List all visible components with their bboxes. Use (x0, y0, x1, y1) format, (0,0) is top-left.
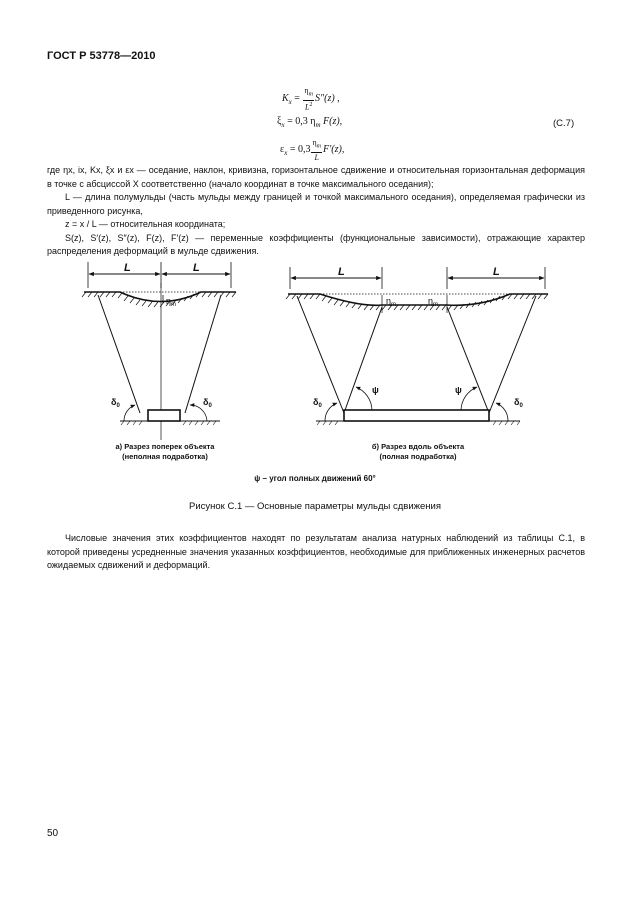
left-delta2-label: $\delta_0$ (203, 397, 212, 409)
body-text: Числовые значения этих коэффициентов находят по результатам анализа натурных наблюдений из таблицы С.1, в которой приведены усредненные значения указанных коэффициентов, необходимые для приближенных инженерных расчетов ожидаемых сдвижений и деформаций. (47, 533, 585, 570)
right-L1-label: L (338, 266, 345, 278)
left-delta1-label: $\delta_0$ (111, 397, 120, 409)
left-L1-label: L (124, 262, 131, 274)
definition-z: z = x / L — относительная координата; (65, 219, 226, 229)
diagram-right (286, 267, 548, 425)
equation-number: (С.7) (553, 118, 575, 129)
document-header: ГОСТ Р 53778—2010 (47, 50, 156, 62)
definition-eta: где ηx, ix, Kx, ξx и εx — оседание, наклон, кривизна, горизонтальное сдвижение и относительная горизонтальная деформация в точке с абсциссой X соответственно (начало координат в точке максимального оседания); (47, 165, 585, 189)
right-psi1-label: ψ (372, 385, 379, 395)
right-L2-label: L (493, 266, 500, 278)
right-caption-1: б) Разрез вдоль объекта (371, 442, 465, 451)
definition-L: L — длина полумульды (часть мульды между границей и точкой максимального оседания), определяемая графически из приведенного рисунка, (47, 192, 585, 216)
figure-subsidence-trough (0, 255, 630, 490)
left-eta-label: $\eta_m$ (166, 296, 177, 308)
figure-legend: ψ – угол полных движений 60° (254, 474, 376, 483)
formula-epsilon: $\varepsilon_x = 0,3$ $\frac{\eta_m}{L}$ F′(z), (280, 138, 345, 162)
right-eta1-label: $\eta_m$ (386, 296, 397, 308)
right-delta1-label: $\delta_0$ (313, 397, 322, 409)
left-caption-2: (неполная подработка) (122, 452, 208, 461)
left-L2-label: L (193, 262, 200, 274)
definition-functions: S(z), S′(z), S″(z), F(z), F′(z) — переменные коэффициенты (функциональные зависимости), отражающие характер распределения деформаций в мульде сдвижения. (47, 232, 585, 256)
left-caption-1: а) Разрез поперек объекта (115, 442, 215, 451)
page-number: 50 (47, 828, 59, 839)
body-paragraph (47, 532, 585, 573)
right-delta2-label: $\delta_0$ (514, 397, 523, 409)
right-psi2-label: ψ (455, 385, 462, 395)
figure-caption: Рисунок С.1 — Основные параметры мульды сдвижения (188, 501, 441, 512)
formula-xi: $\xi_x = 0,3$ $\eta_m$ F(z), (277, 116, 343, 129)
right-eta2-label: $\eta_m$ (428, 296, 439, 308)
definitions-block (47, 164, 585, 259)
diagram-left (82, 262, 236, 440)
right-caption-2: (полная подработка) (379, 452, 457, 461)
formula-kx: $K_x$ = $\frac{\eta_m}{L^2}$ S″(z) , (282, 86, 340, 112)
